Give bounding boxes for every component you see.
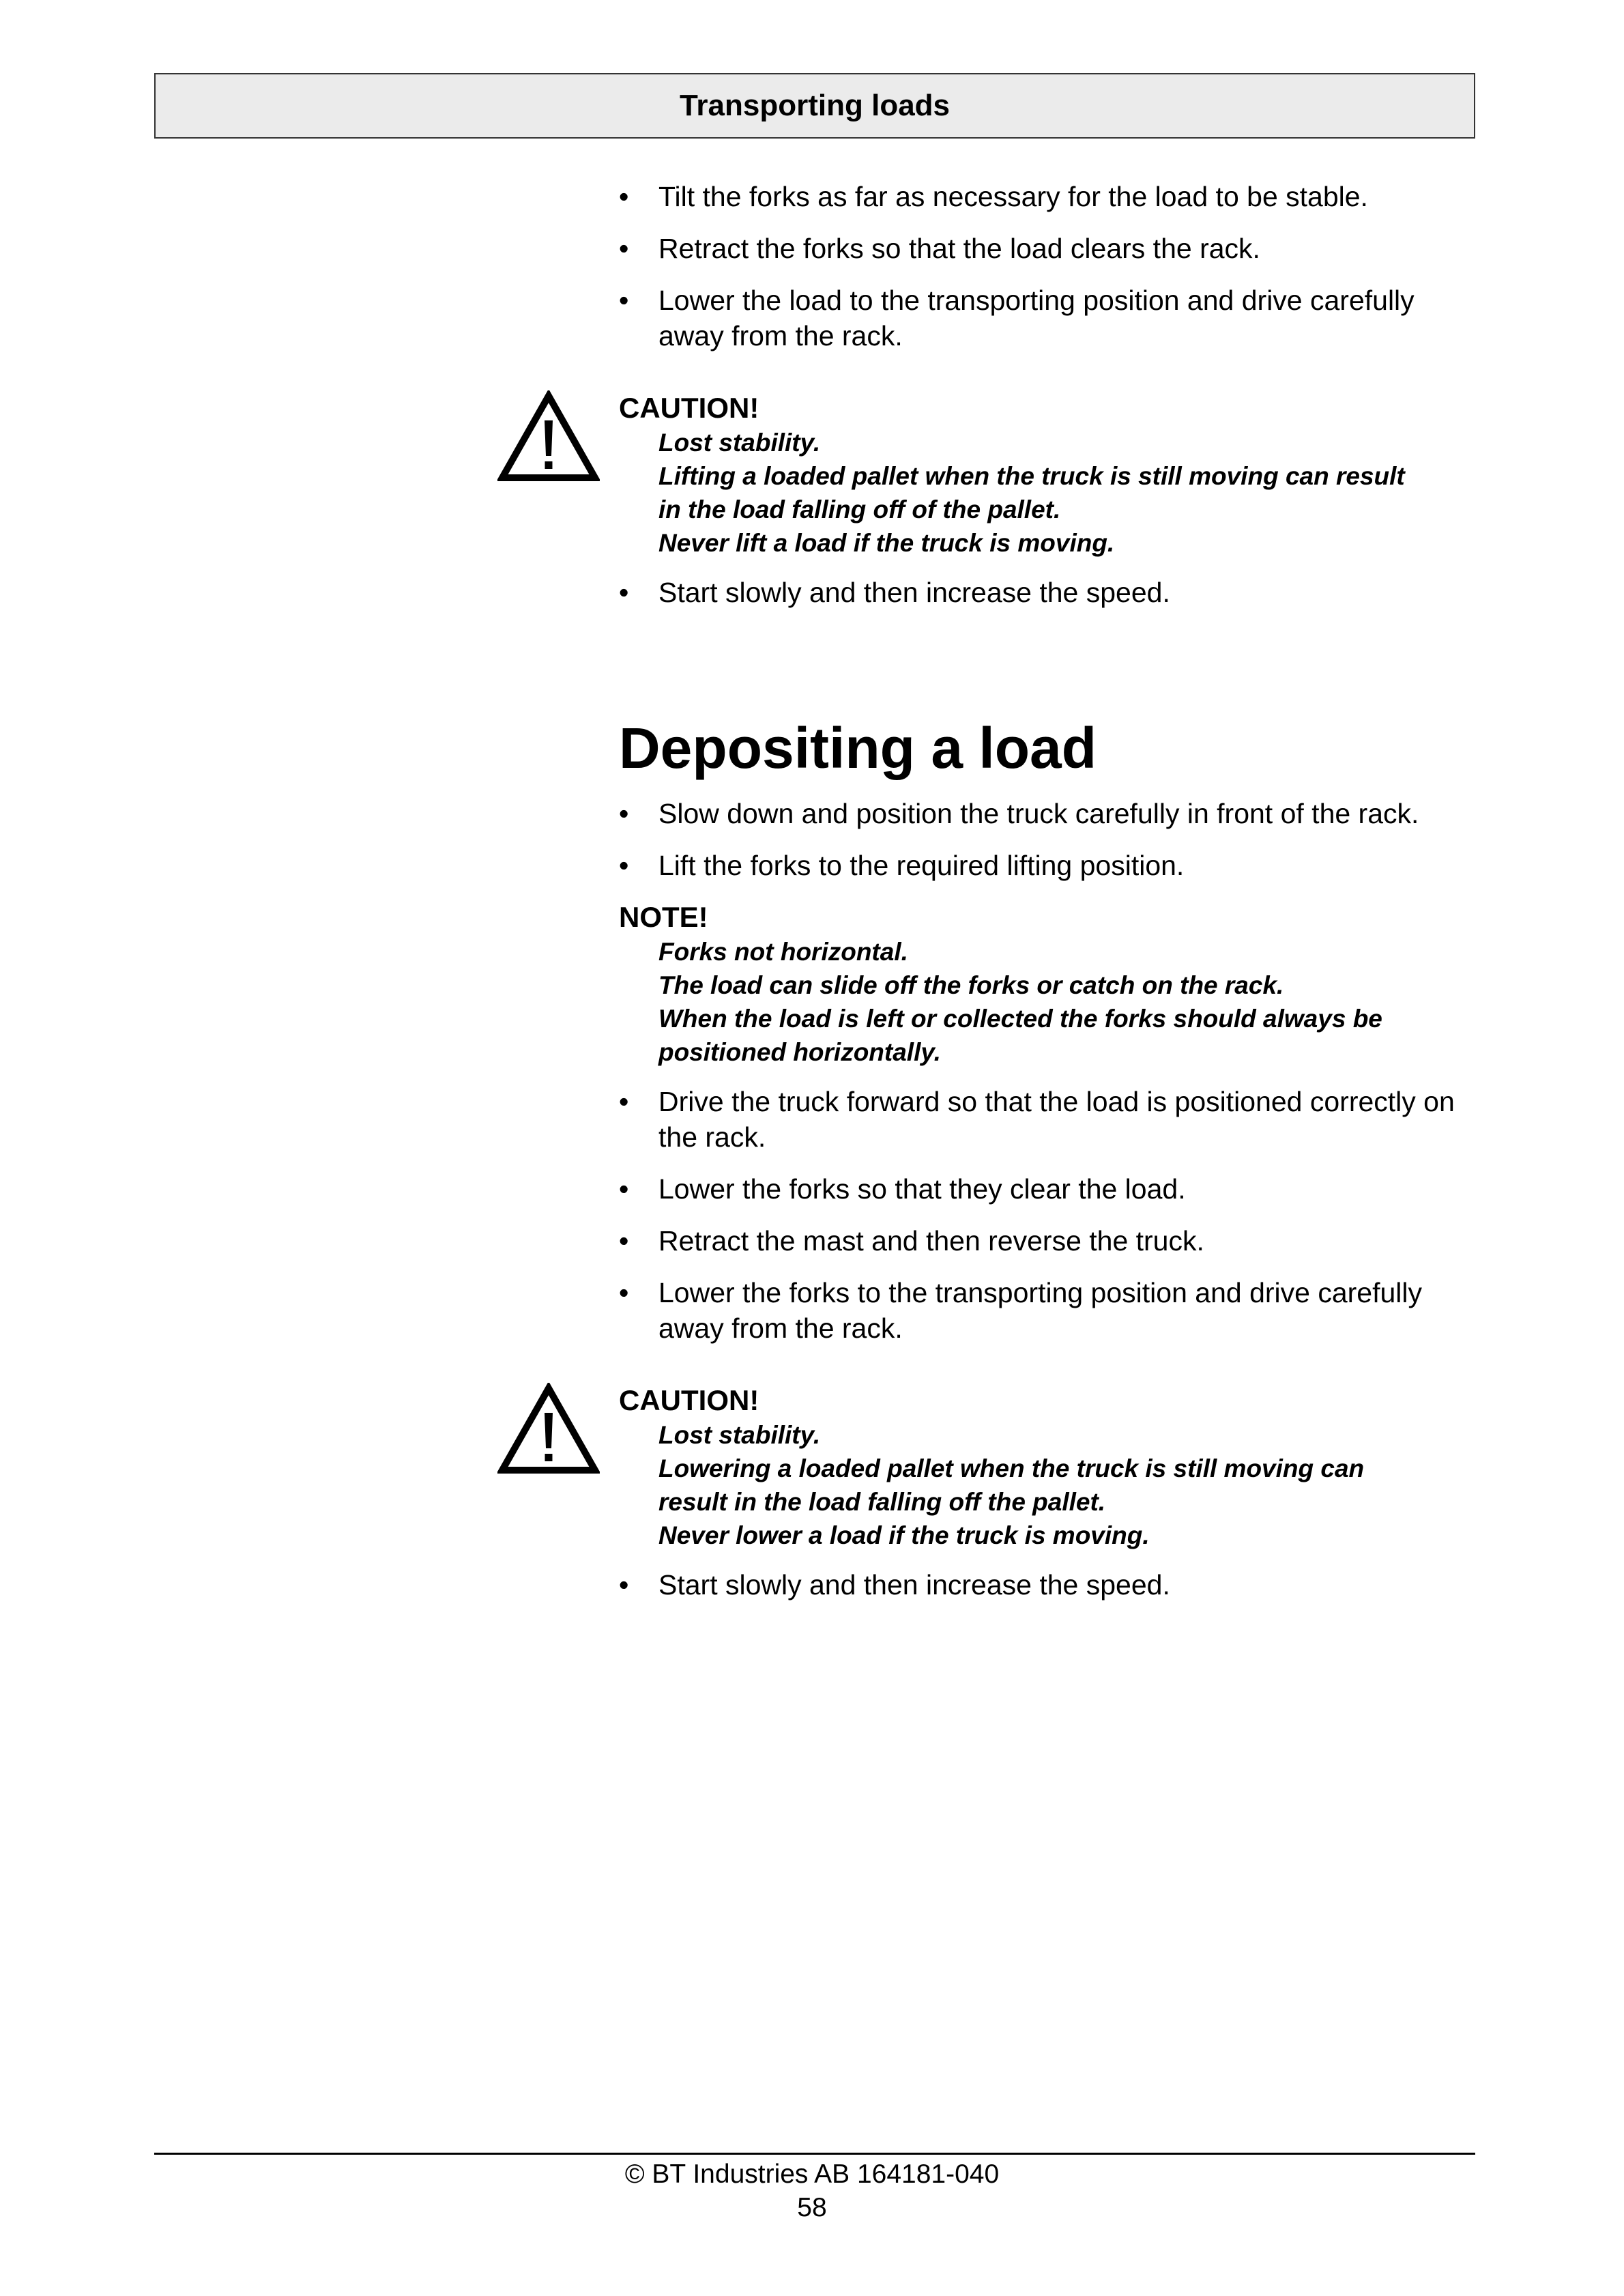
- note-body: [619, 935, 1479, 1069]
- bullet-item: • Retract the mast and then reverse the truck.: [619, 1223, 1479, 1259]
- note-line: Forks not horizontal.: [658, 938, 908, 966]
- header-title: Transporting loads: [679, 89, 951, 122]
- bullet-item: • Lower the forks to the transporting position and drive carefully away from the rack.: [619, 1275, 1479, 1346]
- bullet-item: • Tilt the forks as far as necessary for the load to be stable.: [619, 179, 1479, 214]
- bullet-item: • Drive the truck forward so that the load is positioned correctly on the rack.: [619, 1084, 1479, 1155]
- bullet-item: • Lift the forks to the required lifting position.: [619, 848, 1479, 883]
- bullet-item: • Start slowly and then increase the speed.: [619, 1567, 1479, 1603]
- caution-line: result in the load falling off the pallet.: [658, 1488, 1106, 1516]
- caution-notice: [619, 390, 1479, 560]
- note-title: NOTE!: [619, 901, 708, 933]
- caution-line: in the load falling off of the pallet.: [658, 496, 1061, 523]
- note-line: When the load is left or collected the forks should always be: [658, 1005, 1382, 1033]
- note-line: The load can slide off the forks or catch on the rack.: [658, 971, 1284, 999]
- page-number: 58: [797, 2193, 827, 2222]
- caution-line: Lowering a loaded pallet when the truck is still moving can: [658, 1454, 1365, 1482]
- bullet-item: • Slow down and position the truck carefully in front of the rack.: [619, 796, 1479, 831]
- caution-line: Lost stability.: [658, 1421, 821, 1449]
- main-content: [619, 179, 1479, 1619]
- bullet-item: • Start slowly and then increase the speed.: [619, 575, 1479, 610]
- caution-line: Never lift a load if the truck is moving.: [658, 529, 1115, 557]
- caution-body: [619, 426, 1479, 560]
- page-header: [154, 73, 1475, 139]
- footer-copyright: © BT Industries AB 164181-040: [624, 2159, 1000, 2189]
- note-line: positioned horizontally.: [658, 1038, 941, 1066]
- caution-line: Lifting a loaded pallet when the truck is still moving can result: [658, 462, 1405, 490]
- bullet-item: • Lower the load to the transporting position and drive carefully away from the rack.: [619, 283, 1479, 354]
- caution-notice: [619, 1383, 1479, 1552]
- caution-title: CAUTION!: [619, 1384, 759, 1416]
- warning-triangle-icon: [497, 1383, 600, 1476]
- bullet-item: • Lower the forks so that they clear the load.: [619, 1171, 1479, 1207]
- note-notice: [619, 900, 1479, 1069]
- footer-divider: [154, 2153, 1475, 2155]
- bullet-item: • Retract the forks so that the load clears the rack.: [619, 231, 1479, 266]
- caution-line: Never lower a load if the truck is moving.: [658, 1521, 1150, 1549]
- section-heading: Depositing a load: [619, 716, 1097, 780]
- caution-title: CAUTION!: [619, 392, 759, 424]
- caution-body: [619, 1418, 1479, 1552]
- page-footer: [0, 2157, 1624, 2224]
- warning-triangle-icon: [497, 390, 600, 483]
- caution-line: Lost stability.: [658, 429, 821, 457]
